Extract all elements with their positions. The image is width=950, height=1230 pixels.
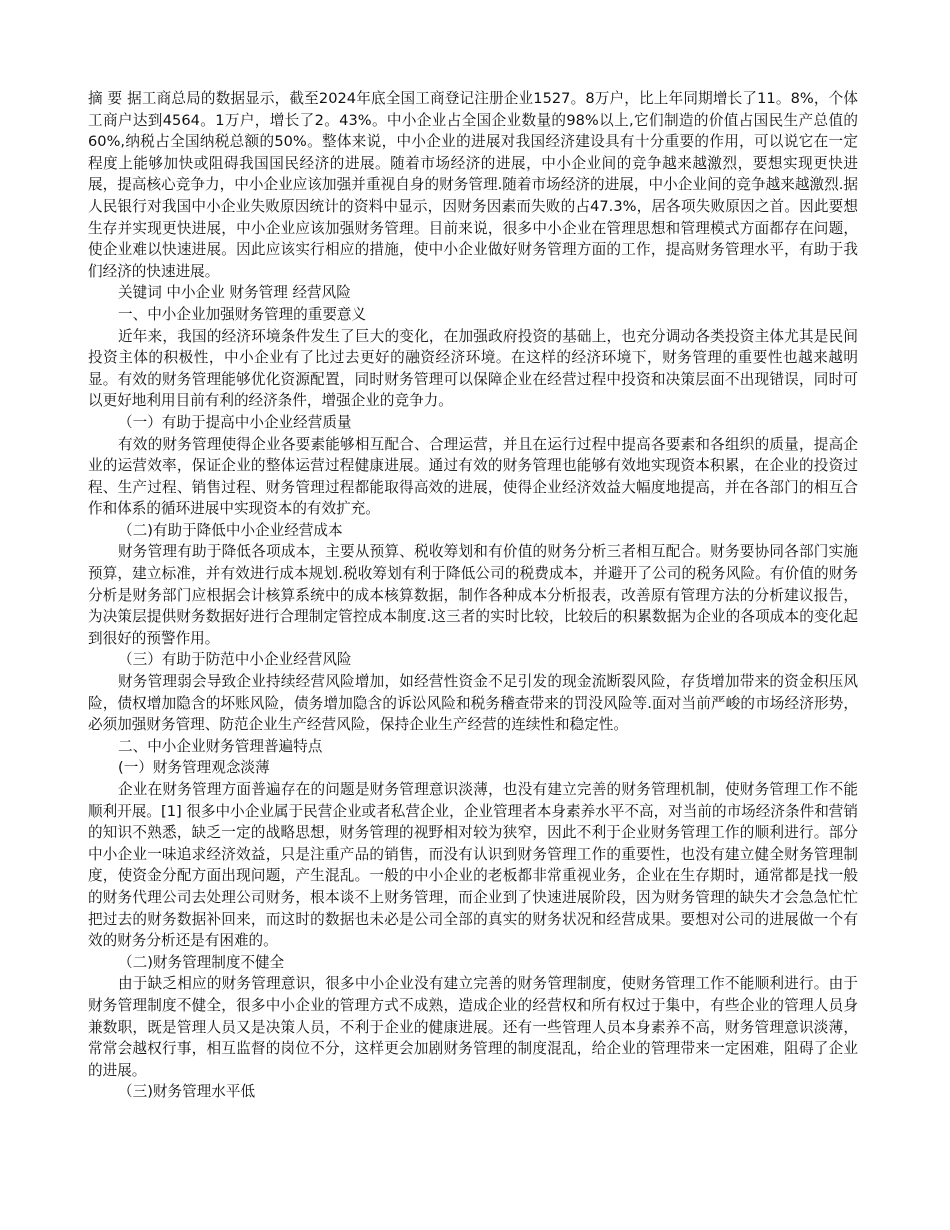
body-paragraph: 财务管理有助于降低各项成本，主要从预算、税收筹划和有价值的财务分析三者相互配合。财务要协同各部门实施预算，建立标准，并有效进行成本规划.税收筹划有利于降低公司的税费成本，并避开了公司的税务风险。有价值的财务分析是财务部门应根据会计核算系统中的成本核算数据，制作各种成本分析报表，改善原有管理方法的分析建议报告，为决策层提供财务数据好进行合理制定管控成本制度.这三者的实时比较，比较后的积累数据为企业的各项成本的变化起到很好的预警作用。	[88, 543, 858, 647]
subsection-heading: （二)财务管理制度不健全	[118, 953, 285, 971]
subsection-heading: （二)有助于降低中小企业经营成本	[118, 521, 343, 539]
keywords-line: 关键词 中小企业 财务管理 经营风险	[118, 284, 351, 302]
body-paragraph: 企业在财务管理方面普遍存在的问题是财务管理意识淡薄，也没有建立完善的财务管理机制，使财务管理工作不能顺利开展。[1] 很多中小企业属于民营企业或者私营企业，企业管理者本身素养水平不高，对当前的市场经济条件和营销的知识不熟悉，缺乏一定的战略思想，财务管理的视野相对较为狭窄，因此不利于企业财务管理工作的顺利进行。部分中小企业一味追求经济效益，只是注重产品的销售，而没有认识到财务管理工作的重要性，也没有建立健全财务管理制度，使资金分配方面出现问题，产生混乱。一般的中小企业的老板都非常重视业务，企业在生存期时，通常都是找一般的财务代理公司去处理公司财务，根本谈不上财务管理，而企业到了快速进展阶段，因为财务管理的缺失才会急急忙忙把过去的财务数据补回来，而这时的数据也未必是公司全部的真实的财务状况和经营成果。要想对公司的进展做一个有效的财务分析还是有困难的。	[88, 781, 858, 950]
subsection-heading: （三）有助于防范中小企业经营风险	[118, 651, 352, 669]
document-body	[88, 88, 858, 1103]
section-heading: 二、中小企业财务管理普遍特点	[118, 737, 323, 755]
body-paragraph: 有效的财务管理使得企业各要素能够相互配合、合理运营，并且在运行过程中提高各要素和各组织的质量，提高企业的运营效率，保证企业的整体运营过程健康进展。通过有效的财务管理也能够有效地实现资本积累，在企业的投资过程、生产过程、销售过程、财务管理过程都能取得高效的进展，使得企业经济效益大幅度地提高，并在各部门的相互合作和体系的循环进展中实现资本的有效扩充。	[88, 435, 858, 518]
body-paragraph: 由于缺乏相应的财务管理意识，很多中小企业没有建立完善的财务管理制度，使财务管理工作不能顺利进行。由于财务管理制度不健全，很多中小企业的管理方式不成熟，造成企业的经营权和所有权过于集中，有些企业的管理人员身兼数职，既是管理人员又是决策人员，不利于企业的健康进展。还有一些管理人员本身素养不高，财务管理意识淡薄，常常会越权行事，相互监督的岗位不分，这样更会加剧财务管理的制度混乱，给企业的管理带来一定困难，阻碍了企业的进展。	[88, 975, 858, 1079]
subsection-heading: (一）财务管理观念淡薄	[118, 759, 270, 777]
subsection-heading: （一）有助于提高中小企业经营质量	[118, 413, 352, 431]
subsection-heading: （三)财务管理水平低	[118, 1083, 256, 1101]
abstract-paragraph: 摘 要 据工商总局的数据显示，截至2024年底全国工商登记注册企业1527。8万户，比上年同期增长了11。8%，个体工商户达到4564。1万户，增长了2。43%。中小企业占全国企业数量的98%以上,它们制造的价值占国民生产总值的60%,纳税占全国纳税总额的50%。整体来说，中小企业的进展对我国经济建设具有十分重要的作用，可以说它在一定程度上能够加快或阻碍我国国民经济的进展。随着市场经济的进展，中小企业间的竞争越来越激烈，要想实现更快进展，提高核心竞争力，中小企业应该加强并重视自身的财务管理.随着市场经济的进展，中小企业间的竞争越来越激烈.据人民银行对我国中小企业失败原因统计的资料中显示，因财务因素而失败的占47.3%，居各项失败原因之首。因此要想生存并实现更快进展，中小企业应该加强财务管理。目前来说，很多中小企业在管理思想和管理模式方面都存在问题，使企业难以快速进展。因此应该实行相应的措施，使中小企业做好财务管理方面的工作，提高财务管理水平，有助于我们经济的快速进展。	[88, 90, 858, 280]
body-paragraph: 财务管理弱会导致企业持续经营风险增加，如经营性资金不足引发的现金流断裂风险，存货增加带来的资金积压风险，债权增加隐含的坏账风险，债务增加隐含的诉讼风险和税务稽查带来的罚没风险等.面对当前严峻的市场经济形势，必须加强财务管理、防范企业生产经营风险，保持企业生产经营的连续性和稳定性。	[88, 673, 858, 734]
body-paragraph: 近年来，我国的经济环境条件发生了巨大的变化，在加强政府投资的基础上，也充分调动各类投资主体尤其是民间投资主体的积极性，中小企业有了比过去更好的融资经济环境。在这样的经济环境下，财务管理的重要性也越来越明显。有效的财务管理能够优化资源配置，同时财务管理可以保障企业在经营过程中投资和决策层面不出现错误，同时可以更好地利用目前有利的经济条件，增强企业的竞争力。	[88, 327, 858, 410]
section-heading: 一、中小企业加强财务管理的重要意义	[118, 305, 367, 323]
